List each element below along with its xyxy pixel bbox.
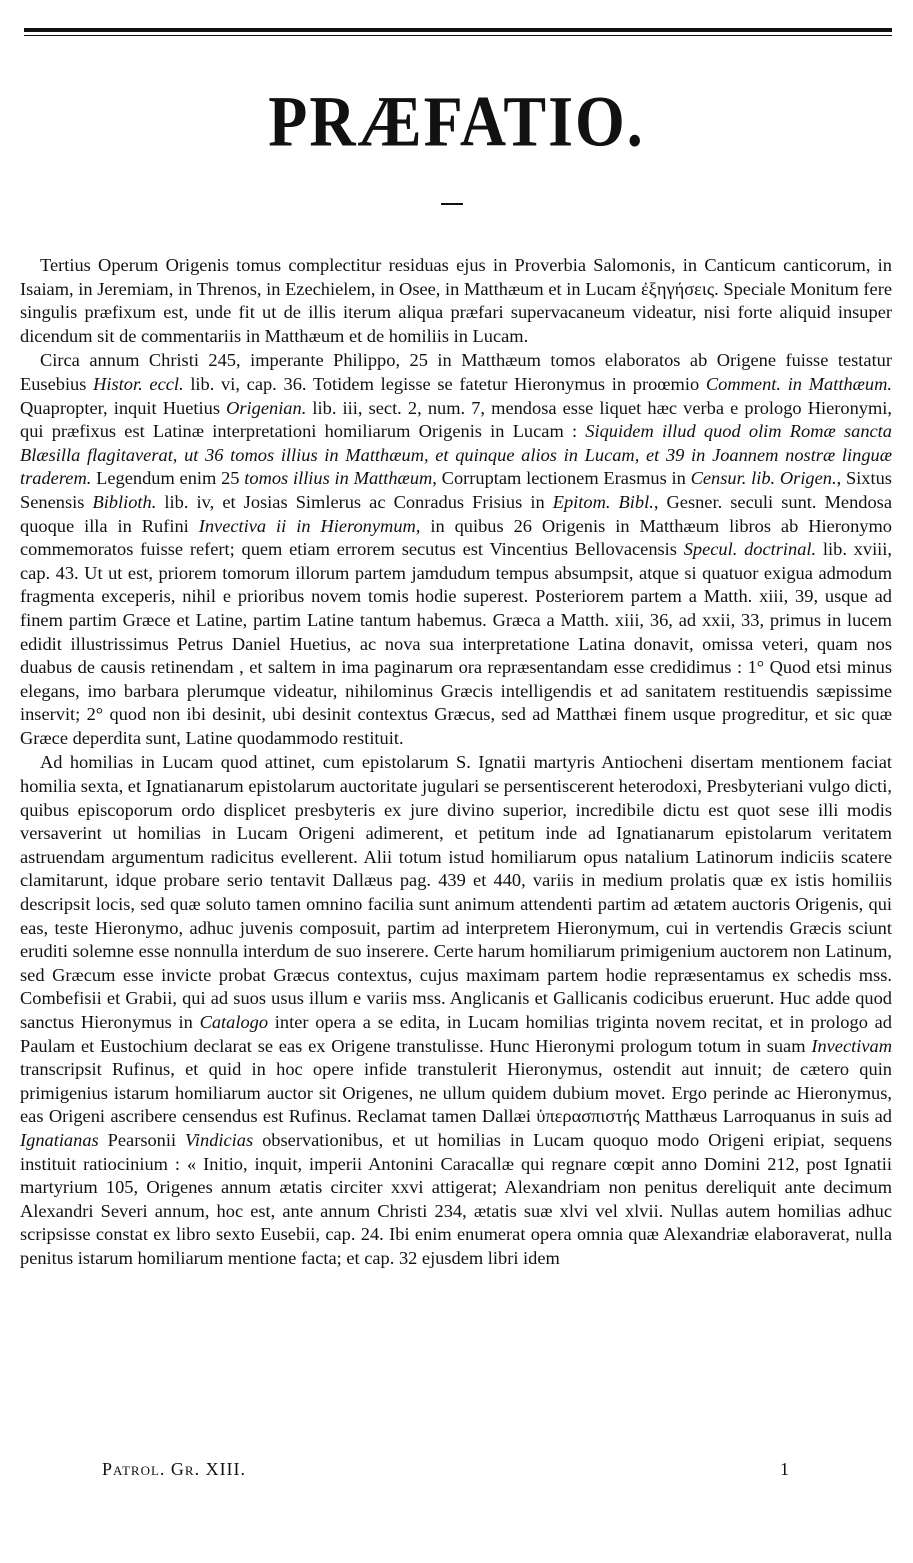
- text-run: , Gesner. seculi sunt. Mendosa quoque illa in Rufini: [20, 491, 893, 536]
- page-footer: [20, 1459, 892, 1487]
- header-rule-thin: [24, 35, 892, 36]
- italic-run: tomos illius in Matthæum,: [244, 468, 437, 489]
- italic-run: Comment. in Matthæum.: [705, 373, 892, 394]
- italic-run: Vindicias: [185, 1129, 254, 1150]
- text-run: transcripsit Rufinus, et quid in hoc opere infide transtulerit Hieronymus, ostendit aut innuit; de cætero quin primigenius istarum homiliarum auctor sit Origenes, ne ullum quidem dubium movet. Ergo perinde ac Hieronymus, eas Origeni ascribere censendus est Rufinus. Reclamat tamen Dallæi ὑπερασπιστής Matthæus Larroquanus in suis ad: [20, 1059, 892, 1127]
- italic-run: Biblioth.: [92, 491, 157, 512]
- text-run: observationibus, et ut homilias in Lucam quoquo modo Origeni eripiat, sequens instituit ratiocinium : « Initio, inquit, imperii Antonini Caracallæ qui regnare cœpit anno Domini 212, post Ignatii martyrium 105, Origenes annum ætatis circiter xxvi attigerat; Alexandriam non penitus dereliquit ante decimum Alexandri Severi annum, hoc est, ante annum Christi 234, ætatis suæ xlvi vel xlvii. Nullas autem homilias adhuc scripsisse constat ex libro sexto Eusebii, cap. 24. Ibi enim enumerat opera omnia quæ Alexandriæ elaboraverat, nulla penitus istarum homiliarum mentione facta; et cap. 32 ejusdem libri idem: [20, 1129, 893, 1268]
- text-run: Corruptam lectionem Erasmus in: [436, 468, 691, 489]
- paragraph-2: [20, 349, 892, 750]
- body-text: [20, 254, 892, 1271]
- footer-signature: Patrol. Gr. XIII.: [102, 1459, 247, 1479]
- italic-run: Invectiva ii in Hieronymum,: [198, 515, 421, 536]
- text-run: Tertius Operum Origenis tomus complectitur residuas ejus in Proverbia Salomonis, in Canticum canticorum, in Isaiam, in Jeremiam, in Threnos, in Ezechielem, in Osee, in Matthæum et in Lucam ἐξηγήσεις. Speciale Monitum fere singulis præfixum est, unde fit ut de illis iterum aliqua præfari supervacaneum videatur, nisi forte aliquid insuper dicendum sit de commentariis in Matthæum et de homiliis in Lucam.: [20, 255, 892, 346]
- text-run: , Sixtus Senensis: [20, 468, 892, 512]
- text-run: inter opera a se edita, in Lucam homilias triginta novem recitat, et in prologo ad Paulam et Eustochium declarat se eas ex Origene transtulisse. Hunc Hieronymi prologum totum in suam: [20, 1012, 892, 1056]
- text-run: lib. iii, sect. 2, num. 7, mendosa esse liquet hæc verba e prologo Hieronymi, qui præfixus est Latinæ interpretationi homiliarum Origenis in Lucam :: [20, 397, 892, 442]
- title-divider: [441, 203, 463, 205]
- text-run: Circa annum Christi 245, imperante Philippo, 25 in Matthæum tomos elaboratos ab Origene fuisse testatur Eusebius: [20, 350, 892, 394]
- text-run: in quibus 26 Origenis in Matthæum libros ab Hieronymo commemoratos fuisse refert; quem etiam errorem secutus est Vincentius Bellovacensis: [20, 515, 892, 560]
- italic-run: Catalogo: [199, 1012, 269, 1032]
- italic-run: Epitom. Bibl.: [552, 491, 654, 512]
- text-run: Pearsonii: [98, 1129, 186, 1150]
- page-title: PRÆFATIO.: [268, 81, 645, 162]
- italic-run: Specul. doctrinal.: [683, 539, 817, 560]
- text-run: Quapropter, inquit Huetius: [20, 397, 227, 418]
- paragraph-3: [20, 751, 892, 1270]
- paragraph-1: [20, 254, 892, 348]
- text-run: Legendum enim 25: [91, 468, 245, 489]
- italic-run: Invectivam: [811, 1035, 892, 1056]
- italic-run: Siquidem illud quod olim Romæ sancta Blæsilla flagitaverat, ut 36 tomos illius in Matthæum, et quinque alios in Lucam, et 39 in Joannem nostræ linguæ traderem.: [20, 421, 892, 489]
- text-run: lib. vi, cap. 36. Totidem legisse se fatetur Hieronymus in proœmio: [183, 373, 706, 394]
- footer-page-mark: 1: [780, 1459, 789, 1479]
- text-run: Ad homilias in Lucam quod attinet, cum epistolarum S. Ignatii martyris Antiocheni disertam mentionem faciat homilia sexta, et Ignatianarum epistolarum auctoritate jugulari se persentiscerent heterodoxi, Presbyteriani vulgo dicti, quibus episcoporum ordo displicet presbyteris ex jure divino superior, incredibile dictu est quot sese illi modis versaverint ut homilias in Lucam Origeni adimerent, et petitum inde ad Ignatianarum epistolarum veritatem astruendam argumentum radicitus evellerent. Alii totum istud homiliarum opus natalium Latinorum indiciis scatere clamitarunt, idque probare serio tentavit Dallæus pag. 439 et 440, variis in medium prolatis quæ ex istis homiliis descripsit locis, sed quæ soluto tamen omnino facilia sunt animum attendenti partim ad ætatem auctoris Origenis, qui eas, teste Hieronymo, adhuc juvenis composuit, partim ad interpretem Hieronymum, cui in vertendis Græcis sciunt eruditi solemne esse nonnulla interdum de suo inserere. Certe harum homiliarum primigenium auctorem non Latinum, sed Græcum esse invicte probat Græcus contextus, cujus maximam partem hodie repræsentamus ex schedis mss. Combefisii et Grabii, qui ad suos usus illum e variis mss. Anglicanis et Gallicanis codicibus eruerunt. Huc adde quod sanctus Hieronymus in: [20, 752, 892, 1032]
- text-run: lib. iv, et Josias Simlerus ac Conradus Frisius in: [156, 491, 553, 512]
- italic-run: Histor. eccl.: [93, 373, 184, 394]
- italic-run: Origenian.: [226, 397, 307, 418]
- italic-run: Censur. lib. Origen.: [690, 468, 837, 489]
- header-rule-thick: [24, 28, 892, 32]
- italic-run: Ignatianas: [20, 1129, 99, 1150]
- text-run: lib. xviii, cap. 43. Ut ut est, priorem tomorum illorum partem jamdudum tempus absumpsit, atque si quatuor exigua admodum fragmenta exceperis, nihil e prioribus novem tomis hodie superest. Posteriorem partem a Matth. xiii, 39, usque ad finem partim Græce et Latine, partim Latine tantum habemus. Græca a Matth. xiii, 36, ad xxii, 33, primus in lucem edidit illustrissimus Petrus Daniel Huetius, ac nova sua interpretatione Latina donavit, omissa veteri, quam nos duabus de causis retinendam , et saltem in ima paginarum ora repræsentandam esse credidimus : 1° Quod etsi minus elegans, imo barbara plerumque videatur, nihilominus Græcis intelligendis et ad sanitatem restituendis sæpissime inservit; 2° quod non ibi desinit, ubi desinit contextus Græcus, sed ad Matthæi finem usque progreditur, et sic quæ Græce deperdita sunt, Latine quodammodo restituit.: [20, 539, 892, 748]
